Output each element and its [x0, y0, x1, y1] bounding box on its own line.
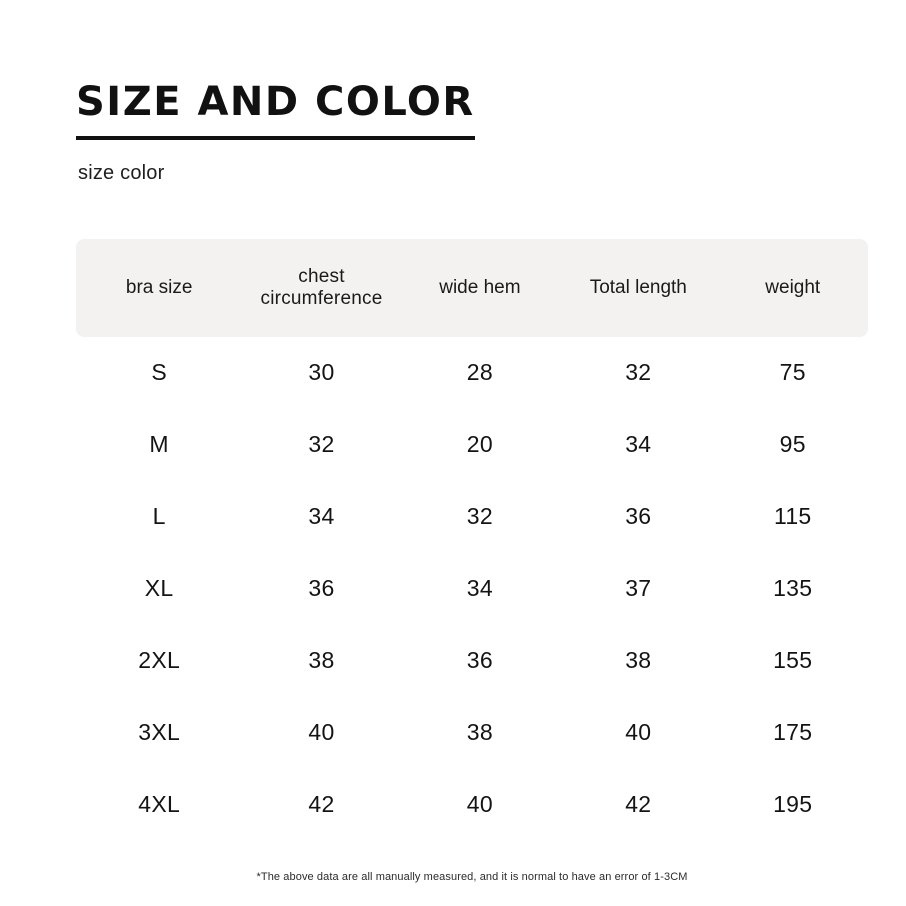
cell-chest: 34	[308, 503, 335, 529]
cell-hem: 32	[466, 503, 493, 529]
cell-hem: 20	[466, 431, 493, 457]
cell-total: 38	[625, 647, 652, 673]
cell-weight: 195	[773, 791, 813, 817]
cell-chest: 42	[308, 791, 335, 817]
cell-weight: 95	[779, 431, 806, 457]
table-row	[76, 625, 868, 697]
table-row	[76, 769, 868, 841]
measurement-footnote: *The above data are all manually measured, and it is normal to have an error of 1-3CM	[256, 871, 688, 883]
cell-total: 32	[625, 359, 652, 385]
cell-total: 37	[625, 575, 652, 601]
column-header-bra-size: bra size	[125, 277, 193, 298]
cell-weight: 155	[773, 647, 813, 673]
cell-weight: 135	[773, 575, 813, 601]
size-table	[76, 239, 868, 841]
cell-hem: 40	[466, 791, 493, 817]
column-header-chest-circumference: chest circumference	[260, 266, 383, 309]
cell-total: 36	[625, 503, 652, 529]
cell-hem: 38	[466, 719, 493, 745]
size-table-container	[0, 239, 906, 883]
table-row	[76, 481, 868, 553]
cell-chest: 30	[308, 359, 335, 385]
cell-bra-size: XL	[144, 575, 174, 601]
cell-total: 40	[625, 719, 652, 745]
cell-weight: 115	[773, 503, 812, 529]
cell-chest: 40	[308, 719, 335, 745]
header-block	[0, 0, 906, 185]
cell-hem: 36	[466, 647, 493, 673]
cell-hem: 28	[466, 359, 493, 385]
table-header	[76, 239, 868, 337]
cell-bra-size: M	[149, 431, 169, 457]
cell-weight: 175	[773, 719, 813, 745]
page-subtitle: size color	[78, 162, 165, 184]
cell-chest: 36	[308, 575, 335, 601]
cell-chest: 32	[308, 431, 335, 457]
column-header-wide-hem: wide hem	[439, 277, 521, 298]
table-header-row	[76, 239, 868, 337]
cell-total: 34	[625, 431, 652, 457]
cell-bra-size: 4XL	[138, 791, 181, 817]
cell-bra-size: L	[152, 503, 166, 529]
column-header-total-length: Total length	[589, 277, 687, 298]
table-row	[76, 553, 868, 625]
cell-bra-size: S	[151, 359, 167, 385]
column-header-weight: weight	[765, 277, 821, 298]
cell-chest: 38	[308, 647, 335, 673]
cell-bra-size: 2XL	[138, 647, 181, 673]
cell-hem: 34	[466, 575, 493, 601]
cell-bra-size: 3XL	[138, 719, 181, 745]
table-row	[76, 697, 868, 769]
table-body	[76, 337, 868, 841]
table-row	[76, 337, 868, 409]
page-title: SIZE AND COLOR	[76, 82, 475, 140]
table-row	[76, 409, 868, 481]
cell-total: 42	[625, 791, 652, 817]
cell-weight: 75	[779, 359, 806, 385]
